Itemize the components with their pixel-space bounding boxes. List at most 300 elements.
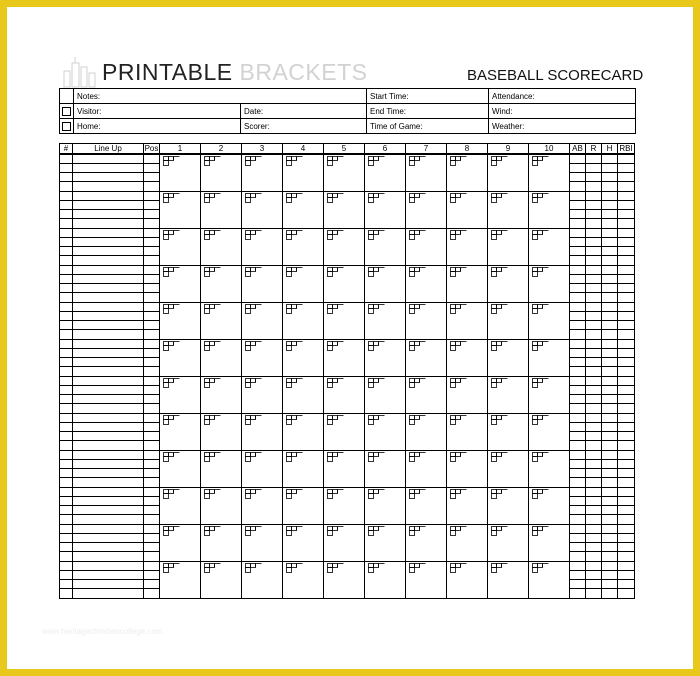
inning-score-cell[interactable] xyxy=(529,525,570,562)
stat-cell-ab-line[interactable] xyxy=(570,284,585,293)
position-cell-line[interactable] xyxy=(144,266,159,275)
stat-cell-h-line[interactable] xyxy=(602,543,617,552)
position-cell[interactable] xyxy=(144,340,160,377)
inning-score-cell[interactable] xyxy=(283,414,324,451)
position-cell-line[interactable] xyxy=(144,534,159,543)
position-cell[interactable] xyxy=(144,488,160,525)
stat-cell-r-line[interactable] xyxy=(586,155,601,164)
inning-score-cell[interactable] xyxy=(529,192,570,229)
inning-score-cell[interactable] xyxy=(201,266,242,303)
stat-cell-rbi-line[interactable] xyxy=(618,386,634,395)
stat-cell-r-line[interactable] xyxy=(586,506,601,515)
lineup-name-cell[interactable] xyxy=(73,192,144,229)
stat-cell-ab-line[interactable] xyxy=(570,275,585,284)
lineup-name-cell-line[interactable] xyxy=(73,229,143,238)
stat-cell-ab-line[interactable] xyxy=(570,182,585,191)
batter-number-cell[interactable] xyxy=(60,229,73,266)
batter-number-cell-line[interactable] xyxy=(60,247,72,256)
inning-score-cell[interactable] xyxy=(324,192,365,229)
position-cell-line[interactable] xyxy=(144,571,159,580)
inning-score-cell[interactable] xyxy=(529,266,570,303)
stat-cell-h-line[interactable] xyxy=(602,192,617,201)
lineup-name-cell-line[interactable] xyxy=(73,293,143,302)
lineup-name-cell[interactable] xyxy=(73,154,144,192)
stat-cell-r-line[interactable] xyxy=(586,238,601,247)
batter-number-cell-line[interactable] xyxy=(60,238,72,247)
stat-cell-ab[interactable] xyxy=(570,414,586,451)
position-cell-line[interactable] xyxy=(144,247,159,256)
lineup-name-cell-line[interactable] xyxy=(73,238,143,247)
stat-cell-rbi[interactable] xyxy=(618,192,635,229)
stat-cell-rbi-line[interactable] xyxy=(618,312,634,321)
stat-cell-ab[interactable] xyxy=(570,525,586,562)
stat-cell-ab-line[interactable] xyxy=(570,404,585,413)
position-cell-line[interactable] xyxy=(144,192,159,201)
lineup-name-cell-line[interactable] xyxy=(73,182,143,191)
position-cell-line[interactable] xyxy=(144,543,159,552)
stat-cell-h-line[interactable] xyxy=(602,515,617,524)
inning-score-cell[interactable] xyxy=(283,303,324,340)
inning-score-cell[interactable] xyxy=(529,303,570,340)
stat-cell-rbi[interactable] xyxy=(618,303,635,340)
stat-cell-h-line[interactable] xyxy=(602,497,617,506)
inning-score-cell[interactable] xyxy=(529,488,570,525)
stat-cell-r-line[interactable] xyxy=(586,358,601,367)
position-cell-line[interactable] xyxy=(144,182,159,191)
lineup-name-cell-line[interactable] xyxy=(73,386,143,395)
position-cell[interactable] xyxy=(144,154,160,192)
inning-score-cell[interactable] xyxy=(283,525,324,562)
stat-cell-ab-line[interactable] xyxy=(570,201,585,210)
stat-cell-rbi[interactable] xyxy=(618,562,635,599)
batter-number-cell-line[interactable] xyxy=(60,312,72,321)
inning-score-cell[interactable] xyxy=(529,154,570,192)
stat-cell-h-line[interactable] xyxy=(602,451,617,460)
stat-cell-rbi-line[interactable] xyxy=(618,340,634,349)
lineup-name-cell-line[interactable] xyxy=(73,571,143,580)
position-cell-line[interactable] xyxy=(144,340,159,349)
inning-score-cell[interactable] xyxy=(365,303,406,340)
stat-cell-r-line[interactable] xyxy=(586,580,601,589)
stat-cell-r[interactable] xyxy=(586,377,602,414)
stat-cell-rbi-line[interactable] xyxy=(618,275,634,284)
stat-cell-h-line[interactable] xyxy=(602,589,617,598)
stat-cell-rbi[interactable] xyxy=(618,414,635,451)
lineup-name-cell-line[interactable] xyxy=(73,312,143,321)
position-cell-line[interactable] xyxy=(144,367,159,376)
inning-score-cell[interactable] xyxy=(242,266,283,303)
inning-score-cell[interactable] xyxy=(160,525,201,562)
lineup-name-cell-line[interactable] xyxy=(73,451,143,460)
inning-score-cell[interactable] xyxy=(160,303,201,340)
inning-score-cell[interactable] xyxy=(365,488,406,525)
stat-cell-rbi[interactable] xyxy=(618,451,635,488)
lineup-name-cell[interactable] xyxy=(73,229,144,266)
stat-cell-ab-line[interactable] xyxy=(570,367,585,376)
lineup-name-cell[interactable] xyxy=(73,525,144,562)
stat-cell-rbi-line[interactable] xyxy=(618,266,634,275)
batter-number-cell[interactable] xyxy=(60,303,73,340)
stat-cell-ab-line[interactable] xyxy=(570,506,585,515)
lineup-name-cell-line[interactable] xyxy=(73,580,143,589)
stat-cell-r[interactable] xyxy=(586,340,602,377)
stat-cell-r-line[interactable] xyxy=(586,469,601,478)
stat-cell-r[interactable] xyxy=(586,266,602,303)
inning-score-cell[interactable] xyxy=(242,303,283,340)
stat-cell-rbi[interactable] xyxy=(618,154,635,192)
inning-score-cell[interactable] xyxy=(488,340,529,377)
inning-score-cell[interactable] xyxy=(406,229,447,266)
inning-score-cell[interactable] xyxy=(488,488,529,525)
inning-score-cell[interactable] xyxy=(242,451,283,488)
inning-score-cell[interactable] xyxy=(447,377,488,414)
stat-cell-r[interactable] xyxy=(586,303,602,340)
stat-cell-h-line[interactable] xyxy=(602,395,617,404)
inning-score-cell[interactable] xyxy=(406,303,447,340)
inning-score-cell[interactable] xyxy=(447,562,488,599)
lineup-name-cell-line[interactable] xyxy=(73,367,143,376)
inning-score-cell[interactable] xyxy=(160,451,201,488)
stat-cell-h-line[interactable] xyxy=(602,164,617,173)
position-cell-line[interactable] xyxy=(144,395,159,404)
stat-cell-ab-line[interactable] xyxy=(570,256,585,265)
attendance-field[interactable] xyxy=(489,89,636,104)
stat-cell-h-line[interactable] xyxy=(602,247,617,256)
stat-cell-ab-line[interactable] xyxy=(570,478,585,487)
stat-cell-h-line[interactable] xyxy=(602,506,617,515)
stat-cell-ab-line[interactable] xyxy=(570,192,585,201)
stat-cell-rbi[interactable] xyxy=(618,340,635,377)
stat-cell-r-line[interactable] xyxy=(586,377,601,386)
stat-cell-h-line[interactable] xyxy=(602,321,617,330)
stat-cell-ab[interactable] xyxy=(570,266,586,303)
stat-cell-r[interactable] xyxy=(586,451,602,488)
batter-number-cell-line[interactable] xyxy=(60,497,72,506)
batter-number-cell-line[interactable] xyxy=(60,330,72,339)
lineup-name-cell-line[interactable] xyxy=(73,349,143,358)
stat-cell-r-line[interactable] xyxy=(586,312,601,321)
batter-number-cell-line[interactable] xyxy=(60,321,72,330)
lineup-name-cell-line[interactable] xyxy=(73,266,143,275)
stat-cell-h-line[interactable] xyxy=(602,340,617,349)
batter-number-cell-line[interactable] xyxy=(60,349,72,358)
stat-cell-ab-line[interactable] xyxy=(570,293,585,302)
position-cell-line[interactable] xyxy=(144,358,159,367)
inning-score-cell[interactable] xyxy=(160,562,201,599)
lineup-name-cell-line[interactable] xyxy=(73,340,143,349)
inning-score-cell[interactable] xyxy=(365,154,406,192)
stat-cell-r-line[interactable] xyxy=(586,182,601,191)
stat-cell-h-line[interactable] xyxy=(602,219,617,228)
inning-score-cell[interactable] xyxy=(406,525,447,562)
inning-score-cell[interactable] xyxy=(201,154,242,192)
home-field[interactable] xyxy=(74,119,241,134)
position-cell-line[interactable] xyxy=(144,155,159,164)
stat-cell-h-line[interactable] xyxy=(602,229,617,238)
inning-score-cell[interactable] xyxy=(201,303,242,340)
batter-number-cell[interactable] xyxy=(60,451,73,488)
stat-cell-rbi[interactable] xyxy=(618,229,635,266)
batter-number-cell[interactable] xyxy=(60,525,73,562)
inning-score-cell[interactable] xyxy=(242,377,283,414)
lineup-name-cell-line[interactable] xyxy=(73,497,143,506)
stat-cell-h-line[interactable] xyxy=(602,349,617,358)
stat-cell-h-line[interactable] xyxy=(602,266,617,275)
batter-number-cell-line[interactable] xyxy=(60,488,72,497)
inning-score-cell[interactable] xyxy=(242,525,283,562)
inning-score-cell[interactable] xyxy=(242,414,283,451)
stat-cell-ab-line[interactable] xyxy=(570,552,585,561)
inning-score-cell[interactable] xyxy=(365,229,406,266)
position-cell-line[interactable] xyxy=(144,423,159,432)
position-cell[interactable] xyxy=(144,377,160,414)
lineup-name-cell-line[interactable] xyxy=(73,506,143,515)
inning-score-cell[interactable] xyxy=(488,562,529,599)
stat-cell-r[interactable] xyxy=(586,562,602,599)
stat-cell-rbi-line[interactable] xyxy=(618,478,634,487)
stat-cell-rbi[interactable] xyxy=(618,377,635,414)
position-cell-line[interactable] xyxy=(144,275,159,284)
stat-cell-h[interactable] xyxy=(602,414,618,451)
inning-score-cell[interactable] xyxy=(242,229,283,266)
home-checkbox[interactable] xyxy=(62,122,71,131)
inning-score-cell[interactable] xyxy=(447,192,488,229)
inning-score-cell[interactable] xyxy=(201,488,242,525)
home-checkbox-cell[interactable] xyxy=(60,119,74,134)
stat-cell-ab-line[interactable] xyxy=(570,238,585,247)
position-cell-line[interactable] xyxy=(144,164,159,173)
stat-cell-ab-line[interactable] xyxy=(570,210,585,219)
stat-cell-ab-line[interactable] xyxy=(570,358,585,367)
stat-cell-rbi-line[interactable] xyxy=(618,358,634,367)
inning-score-cell[interactable] xyxy=(488,266,529,303)
visitor-checkbox[interactable] xyxy=(62,107,71,116)
inning-score-cell[interactable] xyxy=(324,377,365,414)
stat-cell-h-line[interactable] xyxy=(602,469,617,478)
inning-score-cell[interactable] xyxy=(406,154,447,192)
stat-cell-rbi-line[interactable] xyxy=(618,552,634,561)
stat-cell-r-line[interactable] xyxy=(586,340,601,349)
inning-score-cell[interactable] xyxy=(324,414,365,451)
stat-cell-r-line[interactable] xyxy=(586,330,601,339)
stat-cell-r-line[interactable] xyxy=(586,284,601,293)
stat-cell-ab-line[interactable] xyxy=(570,414,585,423)
position-cell-line[interactable] xyxy=(144,238,159,247)
position-cell-line[interactable] xyxy=(144,173,159,182)
batter-number-cell[interactable] xyxy=(60,414,73,451)
lineup-name-cell-line[interactable] xyxy=(73,441,143,450)
batter-number-cell-line[interactable] xyxy=(60,155,72,164)
lineup-name-cell-line[interactable] xyxy=(73,219,143,228)
inning-score-cell[interactable] xyxy=(324,229,365,266)
lineup-name-cell-line[interactable] xyxy=(73,460,143,469)
stat-cell-r-line[interactable] xyxy=(586,432,601,441)
stat-cell-h-line[interactable] xyxy=(602,284,617,293)
stat-cell-r-line[interactable] xyxy=(586,210,601,219)
stat-cell-h-line[interactable] xyxy=(602,238,617,247)
stat-cell-rbi[interactable] xyxy=(618,488,635,525)
inning-score-cell[interactable] xyxy=(283,562,324,599)
position-cell[interactable] xyxy=(144,562,160,599)
position-cell-line[interactable] xyxy=(144,201,159,210)
lineup-name-cell-line[interactable] xyxy=(73,432,143,441)
batter-number-cell-line[interactable] xyxy=(60,525,72,534)
stat-cell-h-line[interactable] xyxy=(602,182,617,191)
stat-cell-r[interactable] xyxy=(586,488,602,525)
stat-cell-rbi-line[interactable] xyxy=(618,330,634,339)
batter-number-cell-line[interactable] xyxy=(60,562,72,571)
inning-score-cell[interactable] xyxy=(160,488,201,525)
lineup-name-cell-line[interactable] xyxy=(73,358,143,367)
stat-cell-ab-line[interactable] xyxy=(570,340,585,349)
stat-cell-ab-line[interactable] xyxy=(570,349,585,358)
lineup-name-cell-line[interactable] xyxy=(73,469,143,478)
stat-cell-rbi-line[interactable] xyxy=(618,155,634,164)
inning-score-cell[interactable] xyxy=(201,414,242,451)
stat-cell-rbi-line[interactable] xyxy=(618,247,634,256)
inning-score-cell[interactable] xyxy=(283,340,324,377)
lineup-name-cell-line[interactable] xyxy=(73,256,143,265)
stat-cell-h-line[interactable] xyxy=(602,377,617,386)
stat-cell-r[interactable] xyxy=(586,229,602,266)
lineup-name-cell[interactable] xyxy=(73,303,144,340)
stat-cell-h[interactable] xyxy=(602,377,618,414)
stat-cell-h[interactable] xyxy=(602,451,618,488)
batter-number-cell-line[interactable] xyxy=(60,229,72,238)
stat-cell-h-line[interactable] xyxy=(602,432,617,441)
position-cell-line[interactable] xyxy=(144,488,159,497)
stat-cell-ab[interactable] xyxy=(570,377,586,414)
stat-cell-h-line[interactable] xyxy=(602,552,617,561)
stat-cell-r-line[interactable] xyxy=(586,367,601,376)
batter-number-cell-line[interactable] xyxy=(60,395,72,404)
inning-score-cell[interactable] xyxy=(447,488,488,525)
inning-score-cell[interactable] xyxy=(406,451,447,488)
batter-number-cell-line[interactable] xyxy=(60,164,72,173)
batter-number-cell-line[interactable] xyxy=(60,571,72,580)
inning-score-cell[interactable] xyxy=(160,154,201,192)
stat-cell-ab-line[interactable] xyxy=(570,589,585,598)
lineup-name-cell-line[interactable] xyxy=(73,303,143,312)
stat-cell-r-line[interactable] xyxy=(586,534,601,543)
stat-cell-r-line[interactable] xyxy=(586,293,601,302)
batter-number-cell-line[interactable] xyxy=(60,201,72,210)
inning-score-cell[interactable] xyxy=(160,266,201,303)
inning-score-cell[interactable] xyxy=(324,340,365,377)
stat-cell-ab-line[interactable] xyxy=(570,155,585,164)
stat-cell-rbi-line[interactable] xyxy=(618,488,634,497)
end-time-field[interactable] xyxy=(367,104,489,119)
stat-cell-r-line[interactable] xyxy=(586,552,601,561)
inning-score-cell[interactable] xyxy=(242,562,283,599)
lineup-name-cell-line[interactable] xyxy=(73,562,143,571)
stat-cell-h-line[interactable] xyxy=(602,423,617,432)
inning-score-cell[interactable] xyxy=(242,340,283,377)
inning-score-cell[interactable] xyxy=(529,562,570,599)
batter-number-cell-line[interactable] xyxy=(60,580,72,589)
stat-cell-ab-line[interactable] xyxy=(570,386,585,395)
position-cell-line[interactable] xyxy=(144,562,159,571)
stat-cell-rbi-line[interactable] xyxy=(618,515,634,524)
stat-cell-r-line[interactable] xyxy=(586,349,601,358)
inning-score-cell[interactable] xyxy=(488,229,529,266)
stat-cell-r-line[interactable] xyxy=(586,414,601,423)
lineup-name-cell-line[interactable] xyxy=(73,552,143,561)
stat-cell-rbi-line[interactable] xyxy=(618,562,634,571)
stat-cell-ab[interactable] xyxy=(570,154,586,192)
stat-cell-h-line[interactable] xyxy=(602,460,617,469)
inning-score-cell[interactable] xyxy=(201,451,242,488)
position-cell-line[interactable] xyxy=(144,303,159,312)
position-cell[interactable] xyxy=(144,303,160,340)
inning-score-cell[interactable] xyxy=(488,192,529,229)
stat-cell-r-line[interactable] xyxy=(586,423,601,432)
batter-number-cell[interactable] xyxy=(60,562,73,599)
inning-score-cell[interactable] xyxy=(447,303,488,340)
inning-score-cell[interactable] xyxy=(160,377,201,414)
stat-cell-ab-line[interactable] xyxy=(570,229,585,238)
batter-number-cell-line[interactable] xyxy=(60,210,72,219)
lineup-name-cell-line[interactable] xyxy=(73,515,143,524)
lineup-name-cell[interactable] xyxy=(73,488,144,525)
stat-cell-h-line[interactable] xyxy=(602,386,617,395)
stat-cell-ab-line[interactable] xyxy=(570,395,585,404)
stat-cell-rbi-line[interactable] xyxy=(618,506,634,515)
position-cell-line[interactable] xyxy=(144,589,159,598)
stat-cell-h-line[interactable] xyxy=(602,173,617,182)
wind-field[interactable] xyxy=(489,104,636,119)
position-cell[interactable] xyxy=(144,266,160,303)
lineup-name-cell-line[interactable] xyxy=(73,414,143,423)
batter-number-cell-line[interactable] xyxy=(60,256,72,265)
stat-cell-rbi-line[interactable] xyxy=(618,571,634,580)
inning-score-cell[interactable] xyxy=(283,229,324,266)
inning-score-cell[interactable] xyxy=(365,377,406,414)
lineup-name-cell[interactable] xyxy=(73,340,144,377)
stat-cell-rbi-line[interactable] xyxy=(618,543,634,552)
batter-number-cell-line[interactable] xyxy=(60,377,72,386)
stat-cell-h-line[interactable] xyxy=(602,303,617,312)
stat-cell-h[interactable] xyxy=(602,525,618,562)
position-cell-line[interactable] xyxy=(144,321,159,330)
batter-number-cell-line[interactable] xyxy=(60,441,72,450)
batter-number-cell-line[interactable] xyxy=(60,432,72,441)
stat-cell-h[interactable] xyxy=(602,303,618,340)
stat-cell-ab-line[interactable] xyxy=(570,441,585,450)
stat-cell-h-line[interactable] xyxy=(602,330,617,339)
batter-number-cell-line[interactable] xyxy=(60,275,72,284)
inning-score-cell[interactable] xyxy=(283,266,324,303)
stat-cell-r-line[interactable] xyxy=(586,488,601,497)
batter-number-cell-line[interactable] xyxy=(60,543,72,552)
stat-cell-h-line[interactable] xyxy=(602,312,617,321)
inning-score-cell[interactable] xyxy=(242,488,283,525)
batter-number-cell-line[interactable] xyxy=(60,451,72,460)
inning-score-cell[interactable] xyxy=(283,192,324,229)
position-cell-line[interactable] xyxy=(144,432,159,441)
inning-score-cell[interactable] xyxy=(324,562,365,599)
batter-number-cell-line[interactable] xyxy=(60,460,72,469)
inning-score-cell[interactable] xyxy=(283,451,324,488)
stat-cell-rbi-line[interactable] xyxy=(618,210,634,219)
batter-number-cell-line[interactable] xyxy=(60,589,72,598)
inning-score-cell[interactable] xyxy=(488,414,529,451)
batter-number-cell-line[interactable] xyxy=(60,552,72,561)
lineup-name-cell[interactable] xyxy=(73,377,144,414)
stat-cell-h-line[interactable] xyxy=(602,441,617,450)
stat-cell-rbi-line[interactable] xyxy=(618,201,634,210)
stat-cell-ab-line[interactable] xyxy=(570,219,585,228)
